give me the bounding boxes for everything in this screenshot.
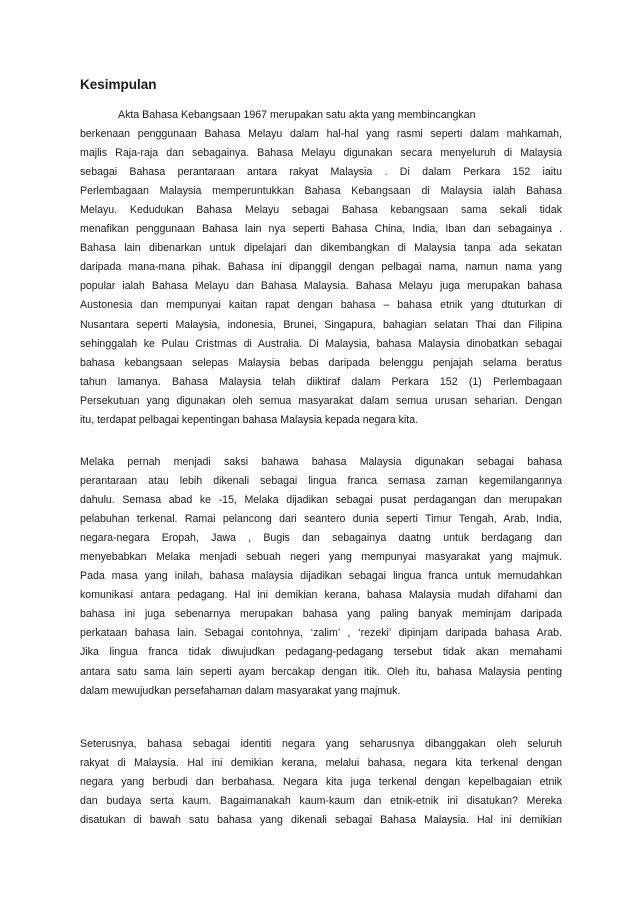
text-line: dalam mewujudkan persefahaman dalam masyarakat yang majmuk. (80, 684, 401, 697)
text-line: majlis Raja-raja dan sebagainya. Bahasa Melayu digunakan secara menyeluruh di Malaysia (80, 147, 562, 160)
text-line: Nusantara seperti Malaysia, indonesia, Brunei, Singapura, bahagian selatan Thai dan Filipina (80, 318, 562, 331)
text-line: dahulu. Semasa abad ke -15, Melaka dijadikan sebagai pusat perdagangan dan merupakan (80, 494, 562, 507)
text-line: Persekutuan yang digunakan oleh semua masyarakat dalam semua urusan seharian. Dengan (80, 394, 562, 407)
text-line: Pada masa yang inilah, bahasa malaysia dijadikan sebagai lingua franca untuk memudahkan (80, 570, 562, 583)
text-line: itu, terdapat pelbagai kepentingan bahasa Malaysia kepada negara kita. (80, 413, 419, 426)
text-line: sehinggalah ke Pulau Cristmas di Australia. Di Malaysia, bahasa Malaysia dinobatkan sebagai (80, 337, 562, 350)
text-line: Perlembagaan Malaysia memperuntukkan Bahasa Kebangsaan di Malaysia ialah Bahasa (80, 185, 562, 198)
text-line: dan budaya serta kaum. Bagaimanakah kaum-kaum dan etnik-etnik ini disatukan? Mereka (80, 795, 562, 808)
paragraph-2 (80, 453, 562, 701)
text-line: popular ialah Bahasa Melayu dan Bahasa Malaysia. Bahasa Melayu juga merupakan bahasa (80, 280, 562, 293)
text-line: menyebabkan Melaka menjadi sebuah negeri yang mempunyai masyarakat yang majmuk. (80, 551, 562, 564)
text-line: bahasa ini juga sebenarnya merupakan bahasa yang paling banyak meminjam daripada (80, 608, 562, 621)
text-line: sebagai Bahasa perantaraan antara rakyat Malaysia . Di dalam Perkara 152 iaitu (80, 166, 562, 179)
text-line: pelabuhan terkenal. Ramai pelancong dari seantero dunia seperti Timur Tengah, Arab, India, (80, 513, 562, 526)
text-line: Akta Bahasa Kebangsaan 1967 merupakan satu akta yang membincangkan (118, 109, 476, 121)
text-line: Seterusnya, bahasa sebagai identiti negara yang seharusnya dibanggakan oleh seluruh (80, 738, 562, 750)
text-line: rakyat di Malaysia. Hal ini demikian kerana, melalui bahasa, negara kita terkenal dengan (80, 757, 562, 770)
text-line: Melayu. Kedudukan Bahasa Melayu sebagai Bahasa kebangsaan sama sekali tidak (80, 204, 562, 217)
text-line: perkataan bahasa lain. Sebagai contohnya, ‘zalim’ , ‘rezeki’ dipinjam daripada bahasa Arab. (80, 627, 562, 640)
text-line: berkenaan penggunaan Bahasa Melayu dalam hal-hal yang rasmi seperti dalam mahkamah, (80, 128, 562, 141)
text-line: Melaka pernah menjadi saksi bahawa bahasa Malaysia digunakan sebagai bahasa (80, 456, 562, 468)
text-line: komunikasi antara pedagang. Hal ini demikian kerana, bahasa Malaysia mudah difahami dan (80, 589, 562, 602)
paragraph-1 (80, 106, 562, 430)
text-line: Austonesia dan mempunyai kaitan rapat dengan bahasa – bahasa etnik yang dtuturkan di (80, 299, 562, 312)
text-line: daripada mana-mana pihak. Bahasa ini dipanggil dengan pelbagai nama, namun nama yang (80, 261, 562, 274)
text-line: negara yang berbudi dan berbahasa. Negara kita juga terkenal dengan kepelbagaian etnik (80, 776, 562, 789)
text-line: tahun lamanya. Bahasa Malaysia telah diiktiraf dalam Perkara 152 (1) Perlembagaan (80, 375, 562, 388)
text-line: bahasa kebangsaan selepas Malaysia bebas daripada belenggu penjajah selama beratus (80, 356, 562, 369)
text-line: disatukan di bawah satu bahasa yang dikenali sebagai Bahasa Malaysia. Hal ini demikian (80, 814, 562, 827)
text-line: menafikan penggunaan Bahasa lain nya seperti Bahasa China, India, Iban dan sebagainya . (80, 223, 562, 236)
text-line: Jika lingua franca tidak diwujudkan pedagang-pedagang tersebut tidak akan memahami (80, 646, 562, 659)
section-heading: Kesimpulan (80, 77, 157, 92)
text-line: negara-negara Eropah, Jawa , Bugis dan sebagainya daatng untuk berdagang dan (80, 532, 562, 545)
text-line: Bahasa lain dibenarkan untuk dipelajari dan dikembangkan di Malaysia tanpa ada sekatan (80, 242, 562, 255)
text-line: antara satu sama lain seperti ayam bercakap dengan itik. Oleh itu, bahasa Malaysia penting (80, 665, 562, 678)
text-line: perantaraan atau lebih dikenali sebagai lingua franca semasa zaman kegemilangannya (80, 475, 562, 488)
paragraph-3 (80, 735, 562, 830)
